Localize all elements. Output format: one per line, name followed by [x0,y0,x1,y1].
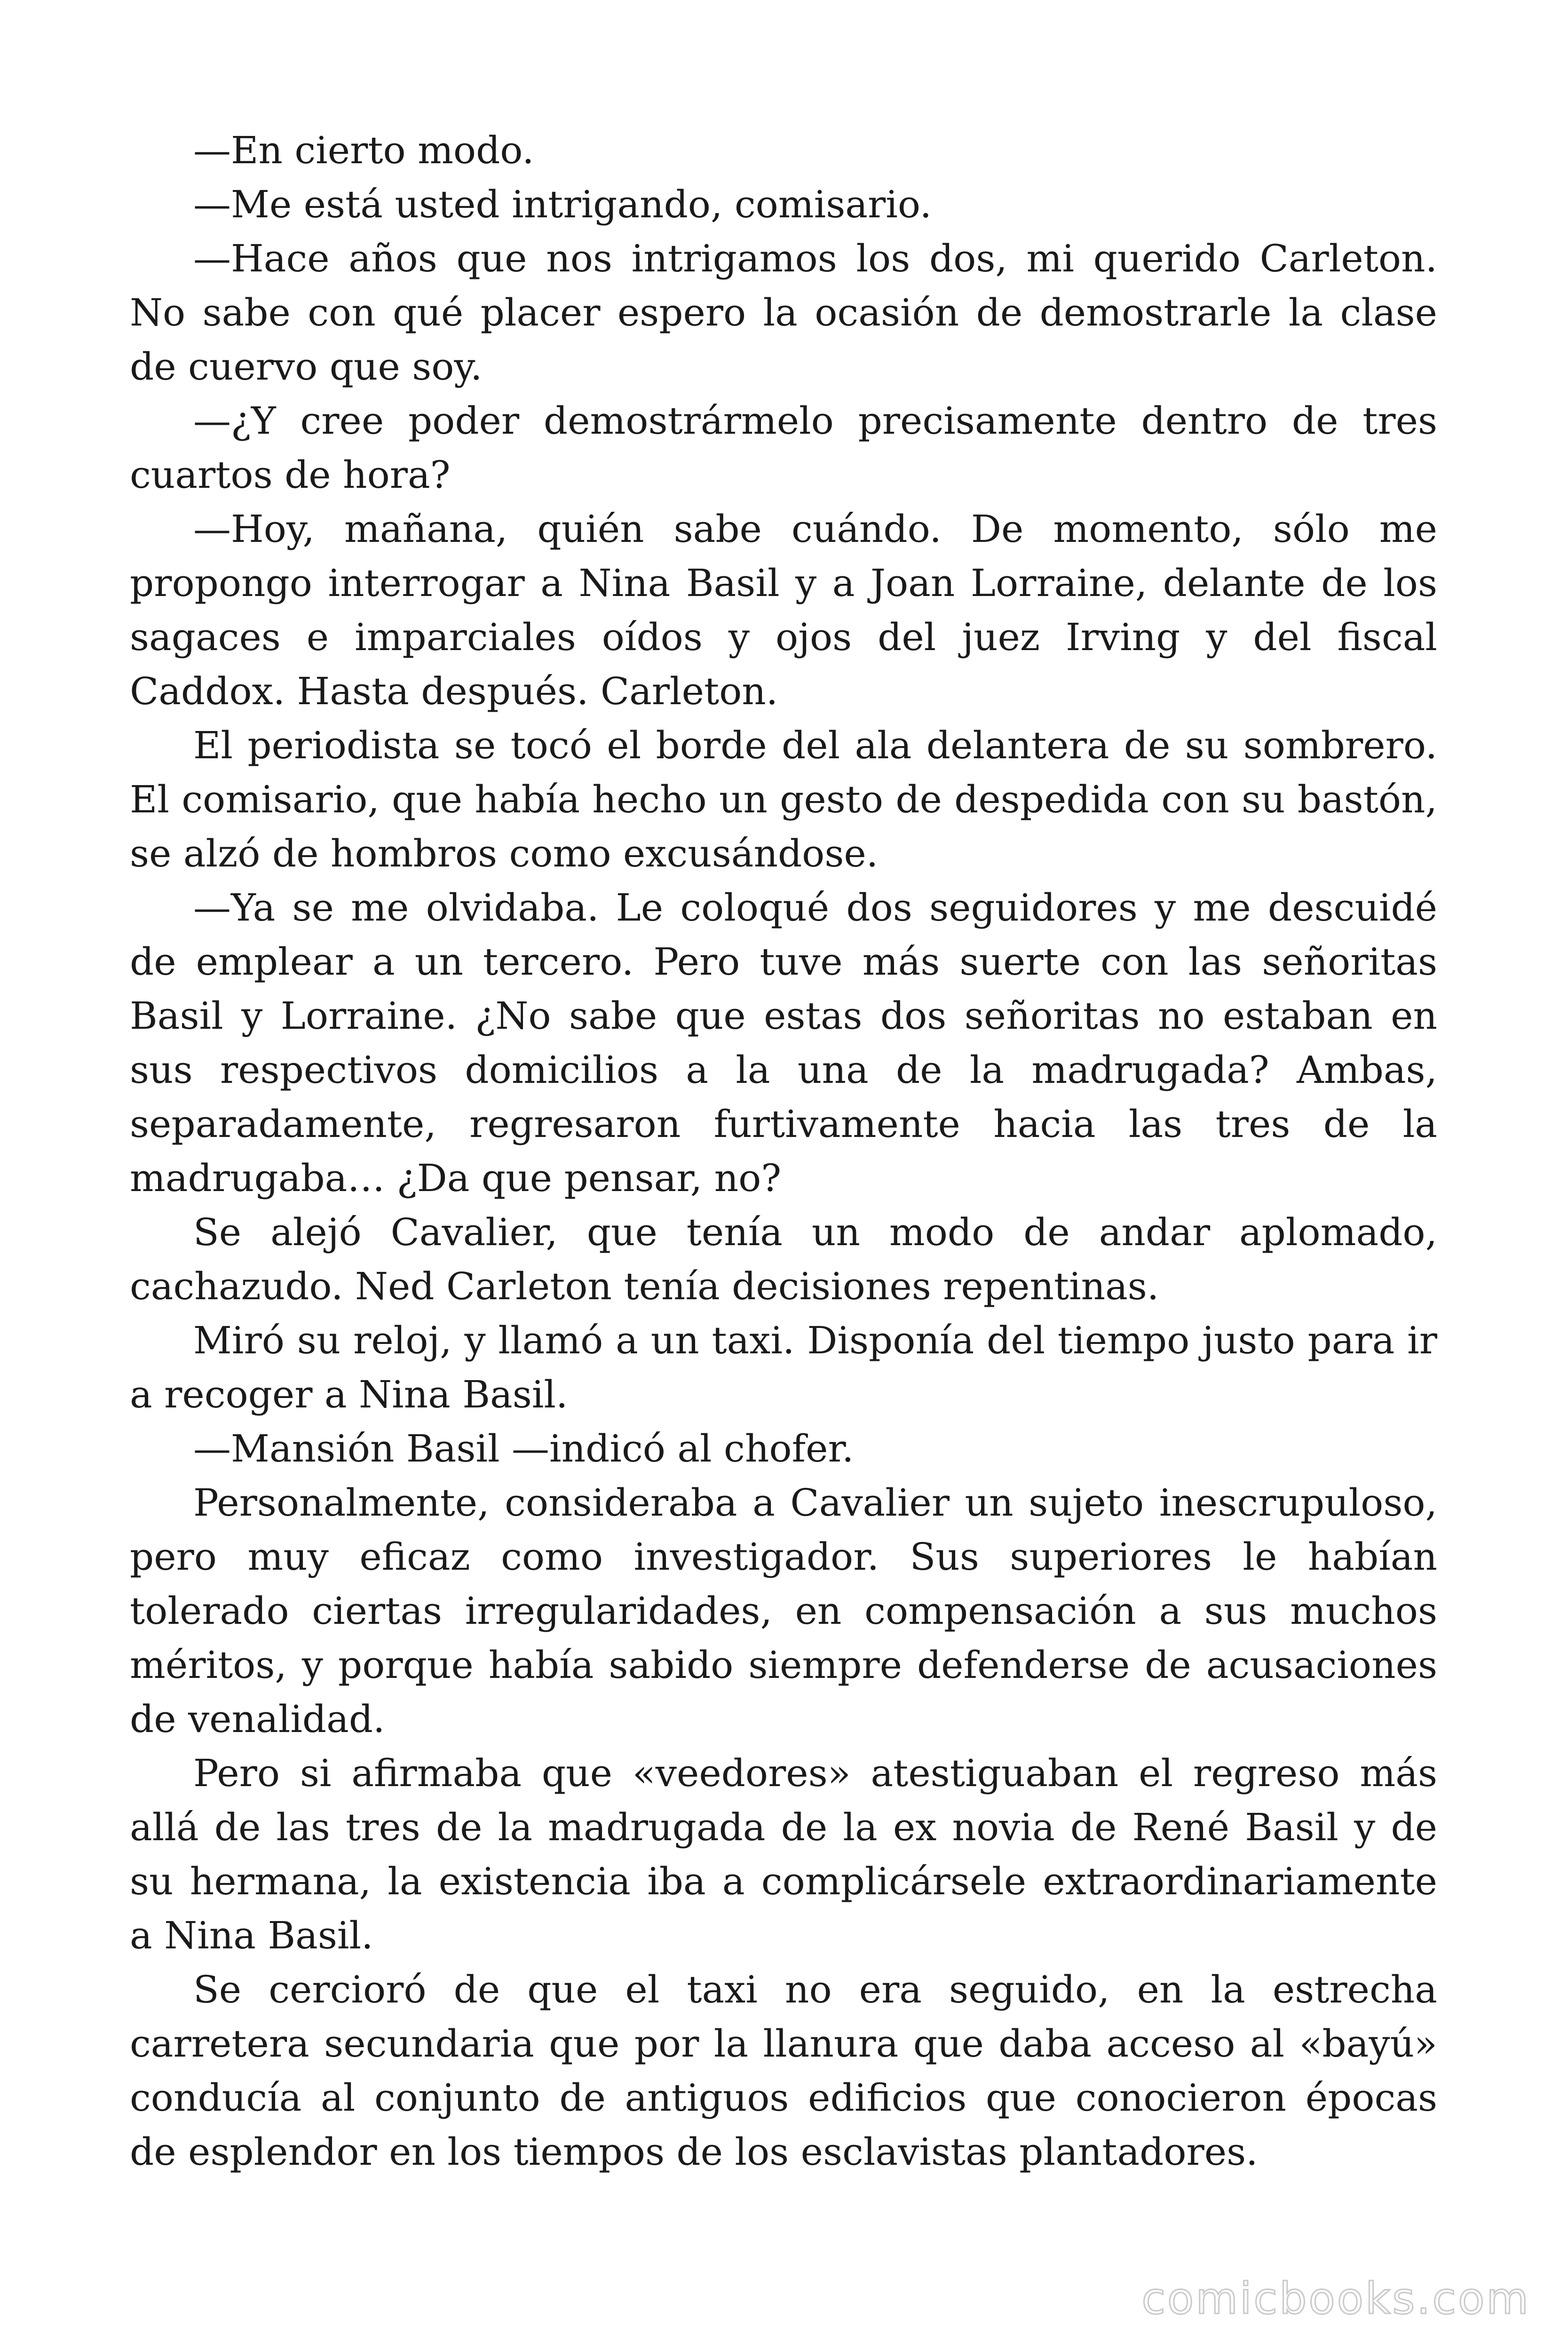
watermark: comicbooks.com [1141,2273,1530,2324]
body-text [130,123,1437,2179]
paragraph: —Mansión Basil —indicó al chofer. [193,1427,854,1470]
paragraph: —En cierto modo. [193,128,534,172]
paragraph: Pero si afirmaba que «veedores» atestiguaban el regreso más allá de las tres de la madrugada de la ex novia de René Basil y de su hermana, la existencia iba a complicársele extraordinariamente a Nina Basil. [130,1751,1437,1957]
paragraph: —Hoy, mañana, quién sabe cuándo. De momento, sólo me propongo interrogar a Nina Basil y a Joan Lorraine, delante de los sagaces e imparciales oídos y ojos del juez Irving y del fiscal Caddox. Hasta después. Carleton. [130,507,1437,713]
paragraph: Personalmente, consideraba a Cavalier un sujeto inescrupuloso, pero muy eficaz como investigador. Sus superiores le habían tolerado ciertas irregularidades, en compensación a sus muchos méritos, y porque había sabido siempre defenderse de acusaciones de venalidad. [130,1481,1437,1741]
paragraph: Miró su reloj, y llamó a un taxi. Disponía del tiempo justo para ir a recoger a Nina Basil. [130,1319,1437,1416]
paragraph: —¿Y cree poder demostrármelo precisamente dentro de tres cuartos de hora? [130,399,1437,497]
paragraph: —Ya se me olvidaba. Le coloqué dos seguidores y me descuidé de emplear a un tercero. Pero tuve más suerte con las señoritas Basil y Lorraine. ¿No sabe que estas dos señoritas no estaban en sus respectivos domicilios a la una de la madrugada? Ambas, separadamente, regresaron furtivamente hacia las tres de la madrugaba… ¿Da que pensar, no? [130,886,1437,1200]
paragraph: Se alejó Cavalier, que tenía un modo de andar aplomado, cachazudo. Ned Carleton tenía decisiones repentinas. [130,1210,1437,1308]
paragraph: El periodista se tocó el borde del ala delantera de su sombrero. El comisario, que había hecho un gesto de despedida con su bastón, se alzó de hombros como excusándose. [130,723,1437,875]
paragraph: Se cercioró de que el taxi no era seguido, en la estrecha carretera secundaria que por la llanura que daba acceso al «bayú» conducía al conjunto de antiguos edificios que conocieron épocas de esplendor en los tiempos de los esclavistas plantadores. [130,1968,1437,2174]
paragraph: —Hace años que nos intrigamos los dos, mi querido Carleton. No sabe con qué placer espero la ocasión de demostrarle la clase de cuervo que soy. [130,237,1437,389]
paragraph: —Me está usted intrigando, comisario. [193,183,932,226]
